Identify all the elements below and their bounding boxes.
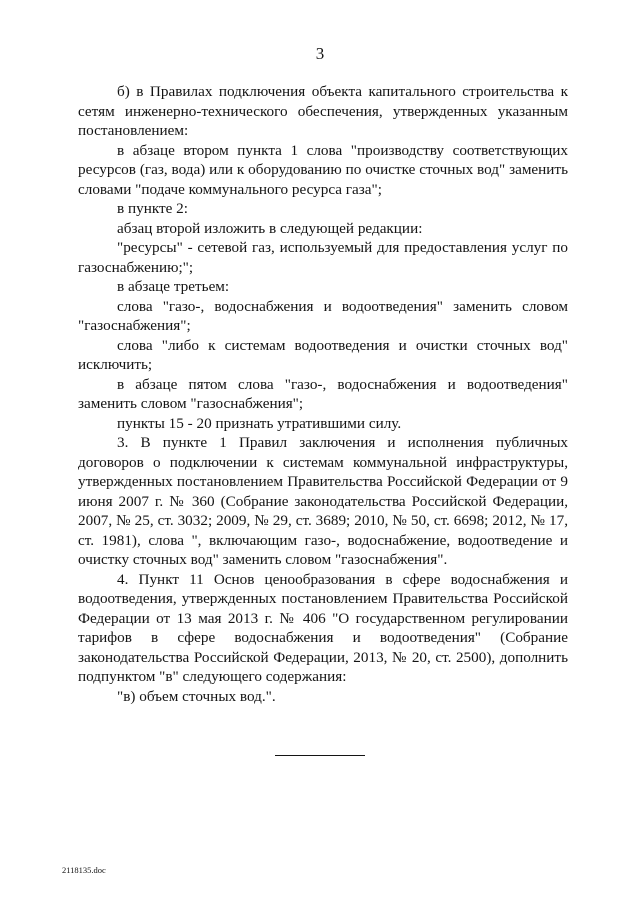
- paragraph-item-2: в пункте 2:: [117, 200, 188, 217]
- paragraph-resources-definition: "ресурсы" - сетевой газ, используемый для предоставления услуг по газоснабжению;";: [78, 239, 568, 276]
- paragraph-items-15-20: пункты 15 - 20 признать утратившими силу.: [117, 414, 402, 432]
- footer-filename: 2118135.doc: [62, 865, 106, 875]
- paragraph-point-3: 3. В пункте 1 Правил заключения и исполнения публичных договоров о подключении к системам коммунальной инфраструктуры, утвержденных постановлением Правительства Российской Федерации от 9 июня 2007 г. № 360 (Собрание законодательства Российской Федерации, 2007, № 25, ст. 3032; 2009, № 29, ст. 3689; 2010, № 50, ст. 6698; 2012, № 17, ст. 1981), слова ", включающим газо-, водоснабжение, водоотведение и очистку сточных вод" заменить словом "газоснабжения".: [78, 434, 568, 568]
- paragraph-third-abzac: в абзаце третьем:: [117, 278, 230, 295]
- document-body: [78, 82, 568, 706]
- paragraph-item-1-amendment: в абзаце втором пункта 1 слова "производству соответствующих ресурсов (газ, вода) или к оборудованию по очистке сточных вод" заменить словами "подаче коммунального ресурса газа";: [78, 141, 568, 198]
- paragraph-point-4: 4. Пункт 11 Основ ценообразования в сфере водоснабжения и водоотведения, утвержденных постановлением Правительства Российской Федерации от 13 мая 2013 г. № 406 "О государственном регулировании тарифов в сфере водоснабжения и водоотведения" (Собрание законодательства Российской Федерации, 2013, № 20, ст. 2500), дополнить подпунктом "в" следующего содержания:: [78, 570, 568, 685]
- end-separator-line: [275, 755, 365, 756]
- paragraph-wastewater-volume: "в) объем сточных вод.".: [117, 687, 276, 705]
- paragraph-replace-words: слова "газо-, водоснабжения и водоотведения" заменить словом "газоснабжения";: [78, 297, 568, 334]
- paragraph-fifth-abzac: в абзаце пятом слова "газо-, водоснабжения и водоотведения" заменить словом "газоснабжения";: [78, 375, 568, 412]
- paragraph-exclude-words: слова "либо к системам водоотведения и очистки сточных вод" исключить;: [78, 336, 568, 373]
- paragraph-b-rules: б) в Правилах подключения объекта капитального строительства к сетям инженерно-технического обеспечения, утвержденных указанным постановлением:: [78, 83, 568, 139]
- paragraph-second-abzac: абзац второй изложить в следующей редакции:: [117, 219, 423, 237]
- page-number: 3: [315, 44, 325, 63]
